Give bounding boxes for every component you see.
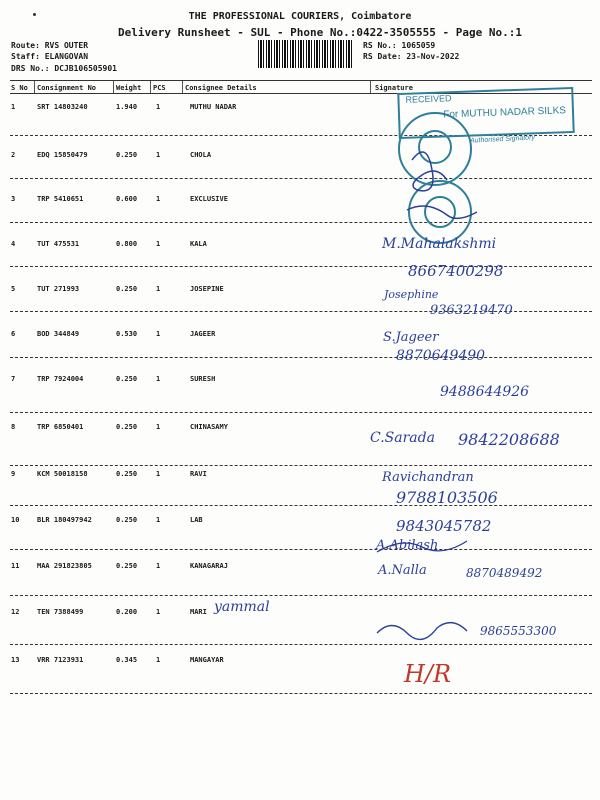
signature-row-6-name: S.Jageer (383, 330, 439, 345)
row-consignee: KALA (190, 240, 207, 248)
row-pcs: 1 (156, 516, 161, 524)
row-consignment: BLR 180497942 (37, 516, 92, 524)
row-consignment: TUT 271993 (37, 285, 80, 293)
row-weight: 0.250 (116, 151, 138, 159)
row-consignment: EDQ 15850479 (37, 151, 88, 159)
row-pcs: 1 (156, 608, 161, 616)
row-pcs: 1 (156, 151, 161, 159)
signature-row-8-phone: 9842208688 (458, 430, 560, 449)
row-consignee: JAGEER (190, 330, 216, 338)
document-subtitle: Delivery Runsheet - SUL - Phone No.:0422-3505555 - Page No.:1 (118, 26, 522, 39)
row-pcs: 1 (156, 423, 161, 431)
row-consignment: VRR 7123931 (37, 656, 84, 664)
col-sno: S No (11, 84, 28, 92)
row-pcs: 1 (156, 656, 161, 664)
signature-stroke-1 (412, 152, 447, 191)
row-weight: 1.940 (116, 103, 138, 111)
row-sno: 3 (11, 195, 16, 203)
col-divider (34, 81, 35, 93)
row-weight: 0.250 (116, 375, 138, 383)
row-pcs: 1 (156, 195, 161, 203)
signature-row-8-name: C.Sarada (370, 430, 435, 446)
row-weight: 0.345 (116, 656, 138, 664)
row-consignment: TRP 7924004 (37, 375, 84, 383)
signature-row-9-name: Ravichandran (382, 470, 474, 485)
signature-row-11-phone: 8870489492 (466, 566, 543, 580)
col-signature: Signature (375, 84, 413, 92)
row-consignment: TUT 475531 (37, 240, 80, 248)
row-weight: 0.600 (116, 195, 138, 203)
col-divider (182, 81, 183, 93)
signature-row-5-name: Josephine (384, 288, 439, 301)
row-weight: 0.800 (116, 240, 138, 248)
row-consignee: MARI (190, 608, 207, 616)
stamp-for-name: For MUTHU NADAR SILKS (443, 105, 567, 121)
row-consignee: CHINASAMY (190, 423, 228, 431)
col-divider (370, 81, 371, 93)
signature-stroke-12 (377, 623, 467, 640)
row-sno: 7 (11, 375, 16, 383)
col-divider (113, 81, 114, 93)
signature-row-11-name: A.Nalla (378, 563, 427, 578)
stamp-authorised: Authorised Signatory (469, 134, 536, 145)
row-sno: 10 (11, 516, 20, 524)
row-consignee: MUTHU NADAR (190, 103, 237, 111)
signature-row-4-name: M.Mahalakshmi (382, 236, 497, 252)
row-consignee: RAVI (190, 470, 207, 478)
signature-row-4-phone: 8667400298 (408, 262, 504, 280)
col-divider (150, 81, 151, 93)
row-pcs: 1 (156, 103, 161, 111)
row-sno: 11 (11, 562, 20, 570)
row-consignee: JOSEPINE (190, 285, 224, 293)
row-sno: 6 (11, 330, 16, 338)
row-sno: 1 (11, 103, 16, 111)
rs-number: RS No.: 1065059 (363, 41, 436, 50)
route-label: Route: RVS OUTER (11, 41, 89, 50)
row-pcs: 1 (156, 330, 161, 338)
row-pcs: 1 (156, 240, 161, 248)
row-consignee: CHOLA (190, 151, 212, 159)
document-title: THE PROFESSIONAL COURIERS, Coimbatore (188, 11, 412, 22)
signature-row-10-phone: 9843045782 (396, 517, 492, 535)
row-consignee: KANAGARAJ (190, 562, 228, 570)
row-weight: 0.530 (116, 330, 138, 338)
barcode (258, 40, 352, 68)
signature-row-9-phone: 9788103506 (396, 488, 498, 507)
row-sno: 13 (11, 656, 20, 664)
row-sno: 8 (11, 423, 16, 431)
row-consignment: TRP 6850401 (37, 423, 84, 431)
col-weight: Weight (116, 84, 142, 92)
signature-row-12-phone: 9865553300 (480, 624, 557, 638)
row-sno: 4 (11, 240, 16, 248)
row-sno: 5 (11, 285, 16, 293)
col-consignee: Consignee Details (185, 84, 257, 92)
signature-row-6-phone: 8870649490 (396, 348, 486, 364)
signature-row-13-mark: H/R (404, 660, 452, 688)
signature-stroke-3 (407, 206, 477, 218)
row-pcs: 1 (156, 285, 161, 293)
row-consignment: TEN 7388499 (37, 608, 84, 616)
signature-row-10-name: A.Abilash (376, 538, 439, 553)
row-consignment: BOD 344849 (37, 330, 80, 338)
staff-label: Staff: ELANGOVAN (11, 52, 89, 61)
row-pcs: 1 (156, 375, 161, 383)
row-consignment: KCM 50018158 (37, 470, 88, 478)
header-top-rule (10, 80, 592, 81)
row-consignee: EXCLUSIVE (190, 195, 228, 203)
row-weight: 0.250 (116, 285, 138, 293)
row-consignment: SRT 14803240 (37, 103, 88, 111)
row-weight: 0.250 (116, 516, 138, 524)
signature-row-7-phone: 9488644926 (440, 384, 530, 400)
handwritten-consignee-addition: yammal (214, 599, 270, 615)
row-weight: 0.200 (116, 608, 138, 616)
rs-date: RS Date: 23-Nov-2022 (363, 52, 460, 61)
row-weight: 0.250 (116, 562, 138, 570)
row-consignment: TRP 5410651 (37, 195, 84, 203)
row-sno: 12 (11, 608, 20, 616)
row-weight: 0.250 (116, 423, 138, 431)
row-consignee: LAB (190, 516, 203, 524)
drs-number: DRS No.: DCJB106505901 (11, 64, 117, 73)
row-sno: 2 (11, 151, 16, 159)
row-consignee: MANGAYAR (190, 656, 224, 664)
col-pcs: PCS (153, 84, 166, 92)
stamp-received: RECEIVED (405, 93, 452, 105)
col-consignment: Consignment No (37, 84, 97, 92)
row-consignment: MAA 291823805 (37, 562, 92, 570)
row-weight: 0.250 (116, 470, 138, 478)
signature-row-5-phone: 9363219470 (430, 303, 513, 318)
row-pcs: 1 (156, 562, 161, 570)
row-pcs: 1 (156, 470, 161, 478)
row-sno: 9 (11, 470, 16, 478)
row-consignee: SURESH (190, 375, 216, 383)
